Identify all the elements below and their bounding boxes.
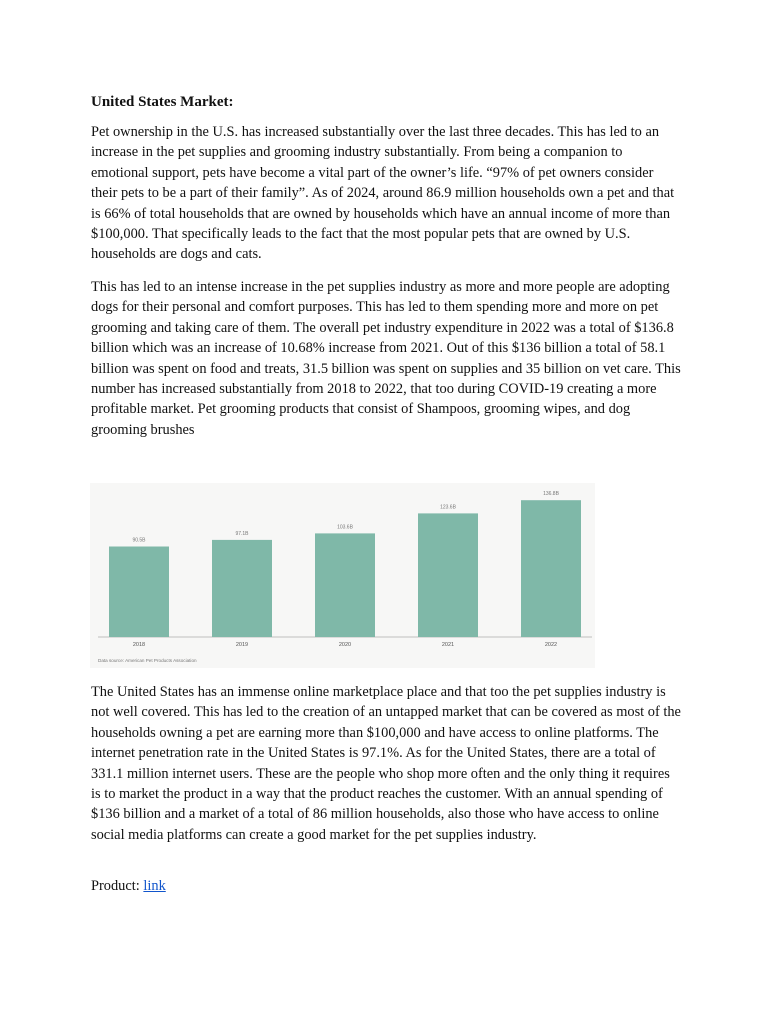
bar-2022 — [521, 500, 581, 637]
product-link[interactable]: link — [143, 878, 166, 894]
bar-value-label-2021: 123.6B — [440, 504, 456, 511]
chart-source-label: Data source: American Pet Products Association — [98, 658, 197, 663]
paragraph-online-market: The United States has an immense online marketplace place and that too the pet supplies industry is not well covered. This has led to the creation of an untapped market that can be covered as most of the households owning a pet are earning more than $100,000 and have access to online platforms. The internet penetration rate in the United States is 97.1%. As for the United States, there are a total of 331.1 million internet users. These are the people who shop more often and the only thing it requires is to market the product in a way that the product reaches the customer. With an annual spending of $136 billion and a market of a total of 86 million households, also those who have access to online social media platforms can create a good market for the pet supplies industry. — [91, 684, 681, 843]
bar-2021 — [418, 513, 478, 637]
pet-expenditure-chart — [90, 483, 595, 668]
bar-2020 — [315, 533, 375, 637]
x-tick-label-2019: 2019 — [235, 642, 249, 648]
product-label: Product: — [91, 878, 144, 894]
x-tick-label-2018: 2018 — [132, 642, 146, 648]
paragraph-pet-ownership: Pet ownership in the U.S. has increased substantially over the last three decades. This has led to an increase in the pet supplies and grooming industry substantially. From being a companion to emotional support, pets have become a vital part of the owner’s life. “97% of pet owners consider their pets to be a part of their family”. As of 2024, around 86.9 million households own a pet and that is 66% of total households that are owned by households which have an annual income of more than $100,000. That specifically leads to the fact that the most popular pets that are owned by U.S. households are dogs and cats. — [91, 124, 675, 263]
bar-2018 — [109, 547, 169, 638]
chart-svg — [90, 483, 595, 668]
bar-2019 — [212, 540, 272, 637]
x-tick-label-2021: 2021 — [441, 642, 455, 648]
x-tick-label-2020: 2020 — [338, 642, 352, 648]
paragraph-pet-supplies: This has led to an intense increase in the pet supplies industry as more and more people are adopting dogs for their personal and comfort purposes. This has led to them spending more and more on pet grooming and taking care of them. The overall pet industry expenditure in 2022 was a total of $136.8 billion which was an increase of 10.68% increase from 2021. Out of this $136 billion a total of 58.1 billion was spent on food and treats, 31.5 billion was spent on supplies and 35 billion on vet care. This number has increased substantially from 2018 to 2022, that too during COVID-19 creating a more profitable market. Pet grooming products that consist of Shampoos, grooming wipes, and dog grooming brushes — [91, 279, 681, 438]
bar-value-label-2020: 103.6B — [337, 524, 353, 531]
bar-value-label-2019: 97.1B — [235, 530, 249, 537]
product-line — [91, 876, 166, 896]
x-tick-label-2022: 2022 — [544, 642, 558, 648]
bar-value-label-2022: 136.8B — [543, 491, 559, 498]
bar-value-label-2018: 90.5B — [132, 537, 146, 544]
section-heading: United States Market: — [91, 94, 234, 110]
